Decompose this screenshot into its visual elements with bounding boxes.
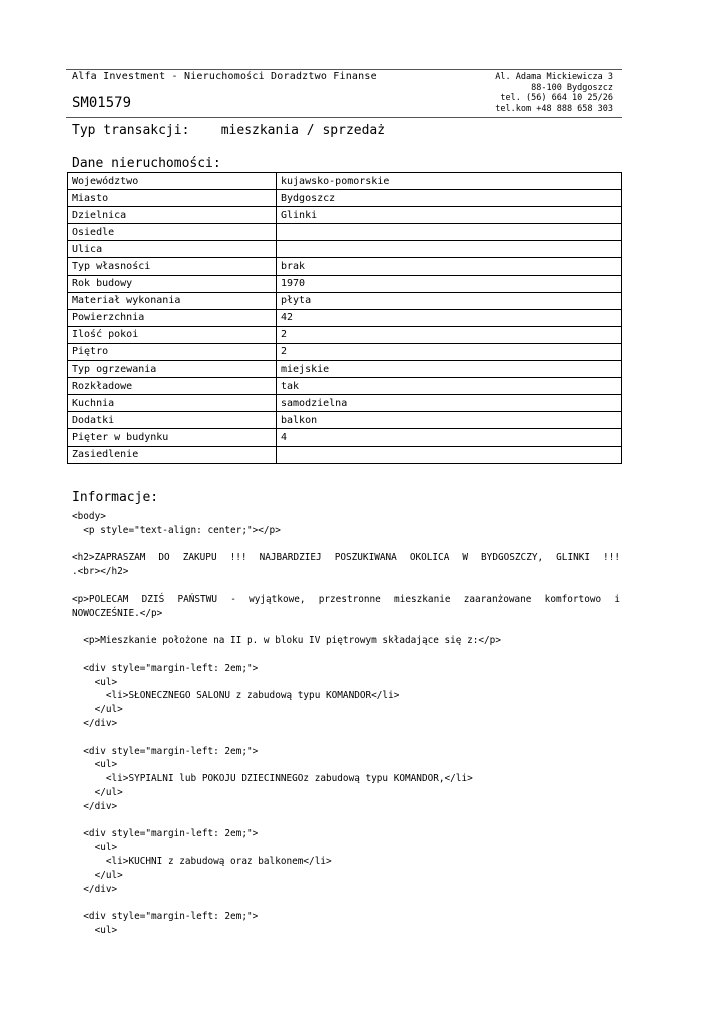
property-value: Bydgoszcz	[277, 190, 622, 207]
table-row	[68, 361, 622, 378]
property-value	[277, 241, 622, 258]
property-key: Ilość pokoi	[68, 326, 277, 343]
address-line-city: 88-100 Bydgoszcz	[531, 82, 613, 93]
header-top-rule	[66, 69, 622, 70]
property-value: 2	[277, 326, 622, 343]
info-line: <p>POLECAM DZIŚ PAŃSTWU - wyjątkowe, przestronne mieszkanie zaaranżowane komfortowo i	[72, 593, 620, 605]
info-line: .<br></h2>	[72, 566, 129, 578]
property-value: miejskie	[277, 361, 622, 378]
property-value: Glinki	[277, 207, 622, 224]
listing-code: SM01579	[72, 95, 132, 111]
info-line: <h2>ZAPRASZAM DO ZAKUPU !!! NAJBARDZIEJ POSZUKIWANA OKOLICA W BYDGOSZCZY, GLINKI !!!	[72, 552, 620, 564]
property-value: tak	[277, 378, 622, 395]
transaction-type-label: Typ transakcji:	[72, 123, 190, 138]
transaction-type-value: mieszkania / sprzedaż	[220, 123, 386, 138]
property-key: Rok budowy	[68, 275, 277, 292]
property-key: Powierzchnia	[68, 309, 277, 326]
table-row	[68, 446, 622, 463]
info-line: </ul>	[72, 704, 123, 716]
property-value: 4	[277, 429, 622, 446]
property-value: płyta	[277, 292, 622, 309]
property-key: Osiedle	[68, 224, 277, 241]
info-line: <ul>	[72, 759, 118, 771]
table-row	[68, 412, 622, 429]
property-key: Ulica	[68, 241, 277, 258]
property-key: Materiał wykonania	[68, 292, 277, 309]
property-key: Rozkładowe	[68, 378, 277, 395]
info-line: <body>	[72, 511, 106, 522]
info-line	[72, 814, 620, 828]
company-name: Alfa Investment - Nieruchomości Doradztwo Finanse	[72, 71, 377, 82]
info-line: <div style="margin-left: 2em;">	[72, 911, 259, 923]
info-line: <li>SYPIALNI lub POKOJU DZIECINNEGOz zabudową typu KOMANDOR,</li>	[72, 773, 473, 785]
property-value: 42	[277, 309, 622, 326]
property-key: Dodatki	[68, 412, 277, 429]
property-value: 1970	[277, 275, 622, 292]
info-line: </div>	[72, 883, 118, 895]
info-line: <ul>	[72, 924, 118, 936]
info-line	[72, 648, 620, 662]
info-line	[72, 731, 620, 745]
info-line: <p>Mieszkanie położone na II p. w bloku IV piętrowym składające się z:</p>	[72, 635, 501, 647]
property-key: Kuchnia	[68, 395, 277, 412]
table-row	[68, 224, 622, 241]
property-value: balkon	[277, 412, 622, 429]
property-value: brak	[277, 258, 622, 275]
info-line: <ul>	[72, 842, 118, 854]
info-line	[72, 579, 620, 593]
table-row	[68, 343, 622, 360]
table-row	[68, 326, 622, 343]
table-row	[68, 378, 622, 395]
property-key: Dzielnica	[68, 207, 277, 224]
table-row	[68, 258, 622, 275]
table-row	[68, 207, 622, 224]
info-line: <div style="margin-left: 2em;">	[72, 745, 259, 757]
table-row	[68, 429, 622, 446]
info-line: </ul>	[72, 869, 123, 881]
table-row	[68, 395, 622, 412]
table-row	[68, 275, 622, 292]
property-key: Województwo	[68, 173, 277, 190]
property-value	[277, 446, 622, 463]
property-key: Piętro	[68, 343, 277, 360]
address-line-phone: tel. (56) 664 10 25/26	[500, 93, 613, 103]
transaction-type	[72, 123, 385, 138]
information-title: Informacje:	[72, 490, 159, 505]
company-address	[495, 72, 613, 114]
info-line: </div>	[72, 800, 118, 812]
info-line: <ul>	[72, 676, 118, 688]
info-line	[72, 538, 620, 552]
table-row	[68, 309, 622, 326]
table-row	[68, 173, 622, 190]
table-row	[68, 292, 622, 309]
property-key: Miasto	[68, 190, 277, 207]
info-line: </ul>	[72, 786, 123, 798]
property-value	[277, 224, 622, 241]
property-value: samodzielna	[277, 395, 622, 412]
property-details-table	[67, 172, 622, 464]
info-line: <li>KUCHNI z zabudową oraz balkonem</li>	[72, 855, 332, 867]
info-line	[72, 896, 620, 910]
property-details-title: Dane nieruchomości:	[72, 156, 221, 171]
info-line: <p style="text-align: center;"></p>	[72, 524, 281, 536]
information-content	[72, 510, 620, 938]
info-line	[72, 620, 620, 634]
property-value: kujawsko-pomorskie	[277, 173, 622, 190]
info-line: </div>	[72, 717, 118, 729]
info-line: NOWOCZEŚNIE.</p>	[72, 607, 163, 619]
address-line-mobile: tel.kom +48 888 658 303	[495, 103, 613, 114]
property-value: 2	[277, 343, 622, 360]
address-line-street: Al. Adama Mickiewicza 3	[495, 72, 613, 82]
header-bottom-rule	[66, 117, 622, 118]
info-line: <li>SŁONECZNEGO SALONU z zabudową typu KOMANDOR</li>	[72, 690, 400, 702]
table-row	[68, 241, 622, 258]
property-key: Typ ogrzewania	[68, 361, 277, 378]
property-key: Typ własności	[68, 258, 277, 275]
property-key: Pięter w budynku	[68, 429, 277, 446]
info-line: <div style="margin-left: 2em;">	[72, 662, 259, 674]
table-row	[68, 190, 622, 207]
info-line: <div style="margin-left: 2em;">	[72, 828, 259, 840]
property-key: Zasiedlenie	[68, 446, 277, 463]
